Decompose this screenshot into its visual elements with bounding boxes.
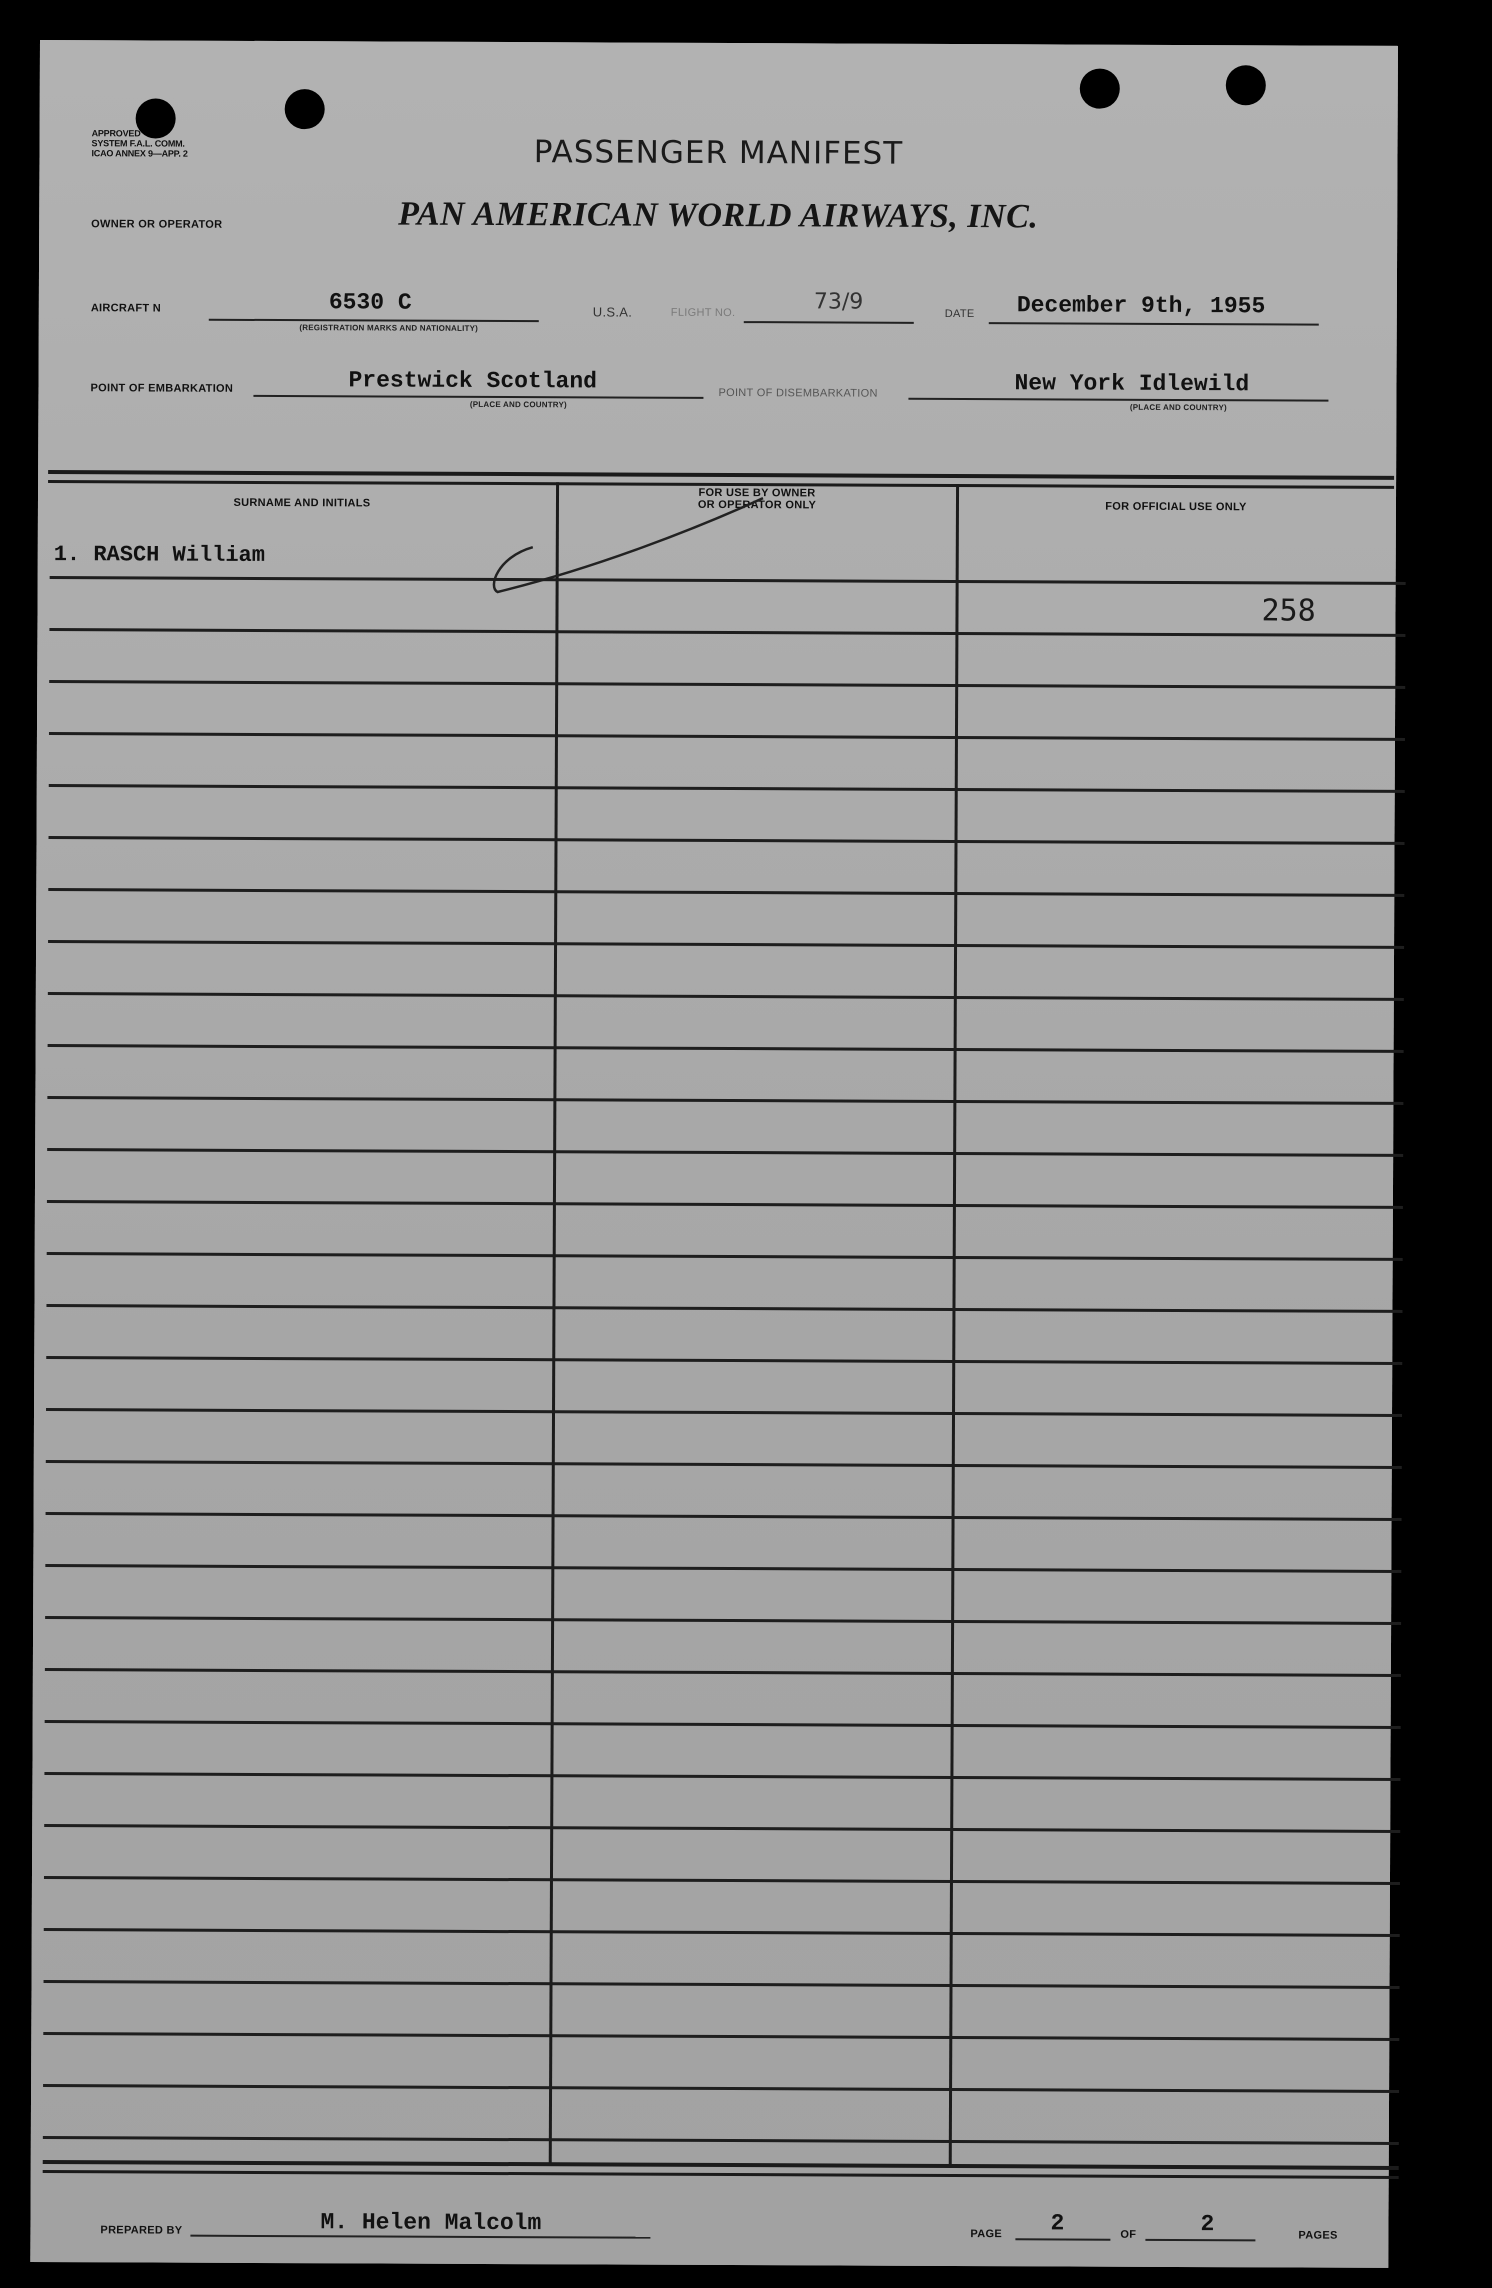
owner-value: PAN AMERICAN WORLD AIRWAYS, INC. [398, 195, 1039, 236]
table-row-line [44, 1772, 1400, 1781]
punch-hole [1080, 69, 1120, 109]
of-value: 2 [1200, 2211, 1215, 2238]
table-row-line [48, 888, 1404, 897]
disembark-value: New York Idlewild [1014, 370, 1250, 398]
table-row-line [46, 1356, 1402, 1365]
page-underline [1015, 2238, 1110, 2240]
table-row-line [43, 2084, 1399, 2093]
table-row-line [43, 2032, 1399, 2041]
official-note: 258 [1261, 593, 1316, 629]
flight-underline [744, 321, 914, 324]
table-row-line [46, 1460, 1402, 1469]
aircraft-sublabel: (REGISTRATION MARKS AND NATIONALITY) [299, 323, 479, 333]
table-bottom-rule [43, 2160, 1399, 2170]
flight-label: FLIGHT NO. [670, 306, 736, 320]
date-underline [989, 322, 1319, 325]
table-row-line [49, 628, 1405, 637]
column-header-operator-line: FOR USE BY OWNER [698, 486, 816, 500]
of-underline [1145, 2239, 1255, 2241]
table-row-line [46, 1408, 1402, 1417]
table-row-line [48, 992, 1404, 1001]
date-label: DATE [944, 307, 975, 321]
passenger-entry: 1. RASCH William [53, 542, 266, 568]
table-row-line [47, 1148, 1403, 1157]
table-row-line [47, 1252, 1403, 1261]
approval-line: ICAO ANNEX 9—APP. 2 [91, 148, 188, 159]
table-row-line [44, 1928, 1400, 1937]
column-header-operator-line: OR OPERATOR ONLY [697, 498, 817, 512]
punch-hole [1226, 65, 1266, 105]
table-bottom-rule [43, 2170, 1399, 2179]
usa-label: U.S.A. [592, 304, 633, 320]
embark-label: POINT OF EMBARKATION [90, 382, 234, 395]
table-row-line [45, 1564, 1401, 1573]
prepared-label: PREPARED BY [100, 2224, 183, 2237]
table-row-line [46, 1512, 1402, 1521]
table-row-line [49, 836, 1405, 845]
prepared-value: M. Helen Malcolm [320, 2209, 542, 2237]
of-label: OF [1120, 2228, 1137, 2241]
table-row-line [49, 784, 1405, 793]
embark-value: Prestwick Scotland [348, 367, 598, 395]
table-row-line [44, 1824, 1400, 1833]
disembark-label: POINT OF DISEMBARKATION [718, 386, 878, 400]
table-row-line [47, 1200, 1403, 1209]
punch-hole [285, 89, 325, 129]
column-header-name: SURNAME AND INITIALS [233, 496, 371, 510]
table-row-line [44, 1980, 1400, 1989]
pages-label: PAGES [1298, 2229, 1338, 2242]
table-row-line [45, 1720, 1401, 1729]
table-top-rule [48, 470, 1394, 480]
embark-underline [253, 395, 703, 399]
date-value: December 9th, 1955 [1016, 292, 1266, 320]
table-row-line [48, 1044, 1404, 1053]
aircraft-label: AIRCRAFT N [90, 302, 162, 315]
table-row-line [47, 1096, 1403, 1105]
page-title: PASSENGER MANIFEST [533, 134, 904, 172]
manifest-sheet [30, 40, 1398, 2268]
aircraft-underline [209, 319, 539, 322]
table-row-line [48, 940, 1404, 949]
table-row-line [49, 732, 1405, 741]
page-label: PAGE [970, 2228, 1003, 2241]
page-value: 2 [1050, 2210, 1065, 2237]
table-row-line [45, 1616, 1401, 1625]
approval-line: APPROVED [91, 128, 141, 139]
flight-value: 73/9 [813, 289, 864, 315]
embark-sublabel: (PLACE AND COUNTRY) [469, 399, 567, 410]
table-row-line [44, 1876, 1400, 1885]
disembark-underline [908, 398, 1328, 402]
table-row-line [43, 2136, 1399, 2145]
table-row-line [49, 680, 1405, 689]
column-header-official: FOR OFFICIAL USE ONLY [1105, 500, 1247, 514]
approval-line: SYSTEM F.A.L. COMM. [91, 138, 185, 149]
table-row-line [46, 1304, 1402, 1313]
disembark-sublabel: (PLACE AND COUNTRY) [1129, 402, 1227, 413]
table-row-line [45, 1668, 1401, 1677]
owner-label: OWNER OR OPERATOR [91, 218, 223, 231]
aircraft-value: 6530 C [328, 289, 412, 316]
